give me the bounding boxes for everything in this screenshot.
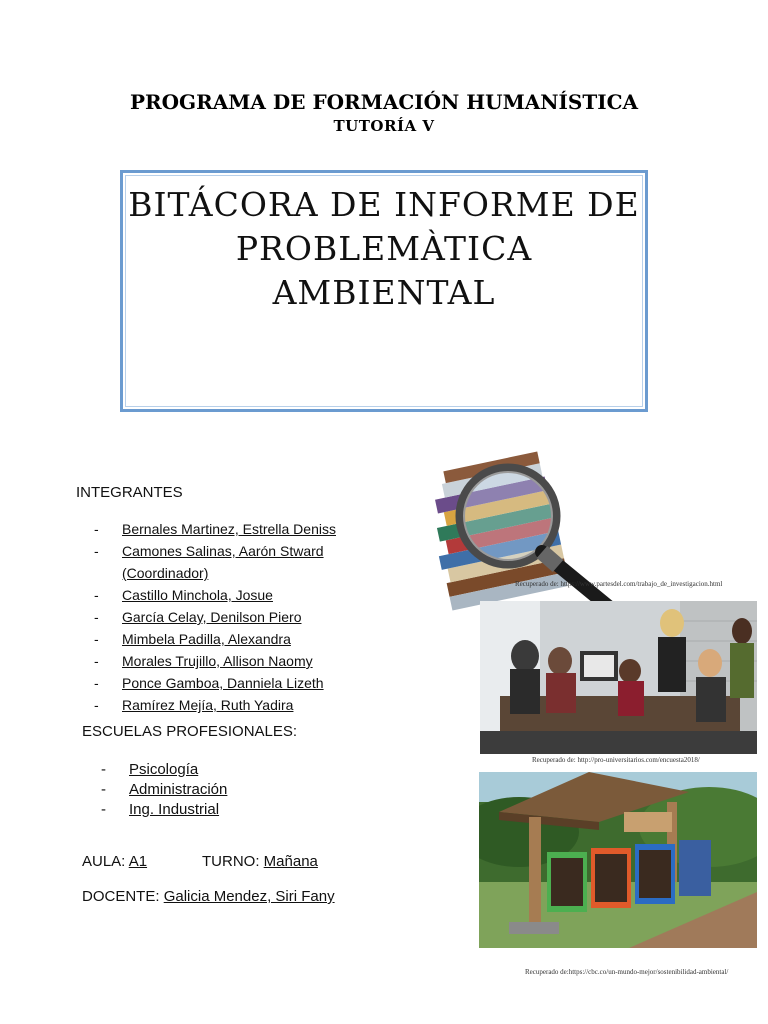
turno-field: TURNO: Mañana [202,853,318,870]
list-item: - Bernales Martinez, Estrella Deniss [94,518,394,540]
list-item: - Administración [101,780,361,800]
cover-title-line-2: PROBLEMÀTICA AMBIENTAL [235,229,533,312]
list-item: - Psicología [101,760,361,780]
list-item: - Ramírez Mejía, Ruth Yadira [94,694,394,716]
list-item: - Ponce Gamboa, Danniela Lizeth [94,672,394,694]
integrantes-label: INTEGRANTES [76,484,183,501]
cover-title-line-1: BITÁCORA DE INFORME DE [128,185,640,224]
docente-value: Galicia Mendez, Siri Fany [163,888,335,905]
meeting-image [480,601,757,754]
list-item: - Ing. Industrial [101,800,361,820]
list-item: - García Celay, Denilson Piero [94,606,394,628]
cover-title [123,183,645,315]
list-item: - Morales Trujillo, Allison Naomy [94,650,394,672]
members-list [94,518,394,716]
list-item: - Mimbela Padilla, Alexandra [94,628,394,650]
docente-field: DOCENTE: Galicia Mendez, Siri Fany [82,888,335,905]
books-image-caption: Recuperado de: https://www.partesdel.com/trabajo_de_investigacion.html [515,580,723,588]
cover-title-box [120,170,648,412]
document-subtitle: TUTORÍA V [333,117,435,135]
aula-field: AULA: A1 [82,853,148,870]
bins-image-caption: Recuperado de:https://cbc.co/un-mundo-mejor/sostenibilidad-ambiental/ [525,968,729,976]
list-item: - Camones Salinas, Aarón Stward (Coordinador) [94,540,394,584]
meeting-image-caption: Recuperado de: http://pro-universitarios.com/encuesta2018/ [532,756,700,764]
schools-list [101,760,361,820]
recycling-bins-image [479,772,757,948]
list-item: - Castillo Minchola, Josue [94,584,394,606]
turno-value: Mañana [263,853,318,870]
escuelas-label: ESCUELAS PROFESIONALES: [82,723,298,740]
coordinator-note: (Coordinador) [122,565,209,581]
aula-value: A1 [128,853,148,870]
document-title: PROGRAMA DE FORMACIÓN HUMANÍSTICA [129,90,639,114]
